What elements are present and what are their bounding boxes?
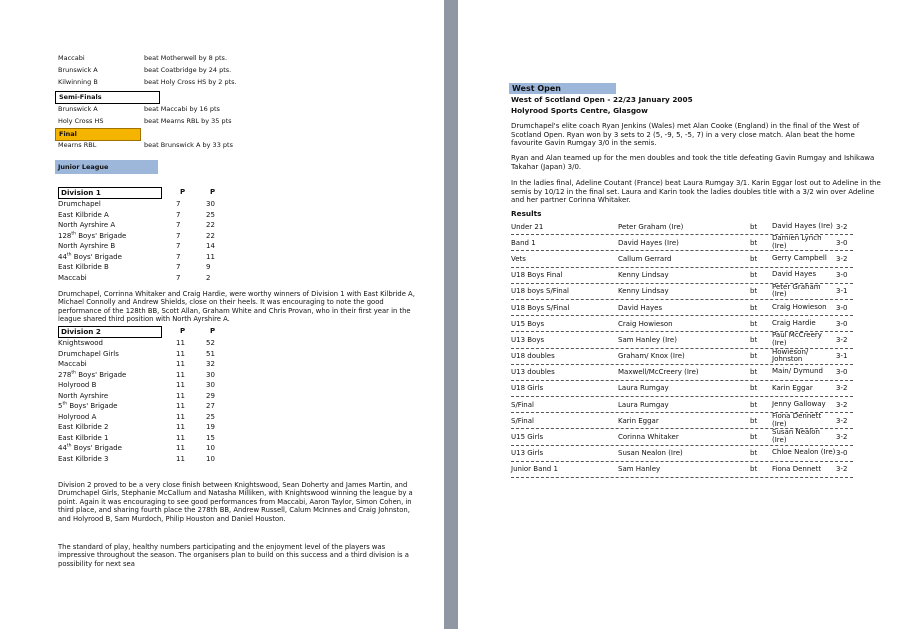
winner-name: Karin Eggar bbox=[618, 416, 659, 425]
beat-label: bt bbox=[750, 400, 758, 409]
team-name-base: 44 bbox=[58, 252, 67, 261]
loser-name: David Hayes bbox=[772, 270, 817, 279]
table-header bbox=[58, 326, 240, 338]
event-name: U15 Boys bbox=[511, 319, 545, 328]
team-name bbox=[58, 443, 176, 454]
result-row bbox=[511, 219, 853, 235]
loser-name: Karin Eggar bbox=[772, 383, 813, 392]
loser-name: Howieson/ Johnston bbox=[772, 347, 809, 364]
points-value: 10 bbox=[206, 444, 215, 452]
points-value: 22 bbox=[206, 231, 215, 240]
result-text: beat Holy Cross HS by 2 pts. bbox=[144, 78, 237, 86]
loser-name: Paul McCreery (Ire) bbox=[772, 331, 822, 347]
team-name-base: 278 bbox=[58, 370, 72, 379]
played-value: 11 bbox=[176, 360, 185, 368]
points-value: 15 bbox=[206, 433, 215, 442]
table-row bbox=[58, 220, 240, 231]
event-name: U18 Boys Final bbox=[511, 271, 563, 280]
points-value: 30 bbox=[206, 200, 215, 208]
table-row bbox=[58, 433, 240, 444]
beat-label: bt bbox=[750, 416, 758, 425]
loser-name: Gerry Campbell bbox=[772, 254, 827, 263]
result-row bbox=[511, 413, 853, 429]
match-score: 3-2 bbox=[836, 433, 848, 442]
team-name-rest: Boys' Brigade bbox=[67, 402, 118, 410]
event-name: S/Final bbox=[511, 400, 534, 409]
points-value: 32 bbox=[206, 360, 215, 368]
beat-label: bt bbox=[750, 222, 758, 231]
event-name: U18 doubles bbox=[511, 352, 555, 361]
ordinal-suffix: th bbox=[62, 401, 68, 407]
division-1-title: Division 1 bbox=[58, 187, 162, 199]
team-name-base: East Kilbride A bbox=[58, 210, 109, 219]
points-value: 25 bbox=[206, 210, 215, 219]
ordinal-suffix: th bbox=[66, 443, 72, 449]
played-value: 7 bbox=[176, 263, 181, 271]
closing-paragraph: The standard of play, healthy numbers participating and the enjoyment level of the players was impressive throughout the season. The organisers plan to build on this success and a third division is a possibility for next sea bbox=[58, 543, 409, 568]
played-value: 7 bbox=[176, 200, 181, 208]
result-row bbox=[58, 117, 232, 126]
loser-name: Fiona Dennett (Ire) bbox=[772, 412, 822, 428]
table-row bbox=[58, 231, 240, 242]
table-row bbox=[58, 252, 240, 263]
table-row bbox=[58, 370, 240, 381]
ordinal-suffix: th bbox=[71, 370, 76, 376]
played-value: 7 bbox=[176, 221, 181, 229]
result-row bbox=[511, 365, 853, 381]
team-name bbox=[58, 422, 176, 433]
result-row bbox=[511, 268, 853, 284]
division-1-summary: Drumchapel, Corrinna Whitaker and Craig Hardie, were worthy winners of Division 1 with East Kilbride A, Michael Connolly and Andrew Shields, close on their heels. It was encouraging to note the good performance of the 128th BB, Scott Allan, Graham White and Chris Provan, who in their first year in the league shared third position with North Ayrshire A. bbox=[58, 290, 415, 324]
team-name bbox=[58, 433, 176, 444]
result-row bbox=[58, 105, 220, 114]
loser-name: David Hayes (Ire) bbox=[772, 221, 833, 230]
winner-name: Graham/ Knox (Ire) bbox=[618, 352, 685, 361]
played-value: 7 bbox=[176, 273, 181, 282]
team-name: Brunswick A bbox=[58, 105, 98, 113]
result-row bbox=[511, 462, 853, 478]
result-row bbox=[58, 66, 231, 75]
match-score: 3-2 bbox=[836, 465, 848, 474]
points-value: 52 bbox=[206, 339, 215, 347]
loser-name: Main/ Dymund bbox=[772, 367, 823, 376]
event-name: Junior Band 1 bbox=[511, 465, 558, 474]
team-name-base: Drumchapel bbox=[58, 200, 101, 208]
loser-name: Damien Lynch (Ire) bbox=[772, 234, 822, 250]
loser-name: Jenny Galloway bbox=[772, 399, 826, 408]
beat-label: bt bbox=[750, 271, 758, 280]
winner-name: Sam Hanley bbox=[618, 465, 661, 474]
team-name-base: East Kilbride B bbox=[58, 263, 109, 271]
event-name: Vets bbox=[511, 254, 526, 263]
match-score: 3-0 bbox=[836, 238, 848, 247]
beat-label: bt bbox=[750, 352, 758, 361]
loser-name: Chloe Nealon (Ire) bbox=[772, 448, 836, 457]
match-score: 3-1 bbox=[836, 352, 848, 361]
result-row bbox=[511, 381, 853, 397]
winner-name: Maxwell/McCreery (Ire) bbox=[618, 368, 699, 377]
winner-name: Susan Nealon (Ire) bbox=[618, 449, 683, 458]
team-name-base: Drumchapel Girls bbox=[58, 349, 119, 358]
event-title: West of Scotland Open - 22/23 January 2005 bbox=[511, 95, 693, 104]
team-name-base: 44 bbox=[58, 444, 67, 452]
team-name-rest: Boys' Brigade bbox=[76, 231, 127, 240]
team-name: Kilwinning B bbox=[58, 78, 98, 86]
match-score: 3-2 bbox=[836, 384, 848, 393]
points-header: P bbox=[210, 327, 216, 335]
points-value: 10 bbox=[206, 454, 215, 463]
points-value: 19 bbox=[206, 423, 215, 431]
table-row bbox=[58, 443, 240, 454]
points-value: 22 bbox=[206, 221, 215, 229]
beat-label: bt bbox=[750, 238, 758, 247]
team-name-base: 128 bbox=[58, 231, 72, 240]
result-row bbox=[58, 141, 233, 150]
match-score: 3-2 bbox=[836, 335, 848, 344]
result-row bbox=[58, 54, 227, 63]
team-name-base: East Kilbride 1 bbox=[58, 433, 109, 442]
points-header: P bbox=[210, 188, 216, 196]
table-row bbox=[58, 338, 240, 349]
table-row bbox=[58, 380, 240, 391]
played-header: P bbox=[180, 188, 186, 196]
team-name bbox=[58, 262, 176, 273]
team-name bbox=[58, 273, 176, 284]
points-value: 2 bbox=[206, 273, 211, 282]
table-row bbox=[58, 199, 240, 210]
team-name bbox=[58, 380, 176, 391]
loser-name: Craig Hardie bbox=[772, 318, 816, 327]
played-header: P bbox=[180, 327, 186, 335]
result-row bbox=[511, 300, 853, 316]
table-row bbox=[58, 401, 240, 412]
result-row bbox=[511, 332, 853, 348]
winner-name: Kenny Lindsay bbox=[618, 287, 669, 296]
event-name: U18 Girls bbox=[511, 384, 544, 393]
team-name-base: North Ayrshire B bbox=[58, 242, 116, 250]
points-value: 11 bbox=[206, 252, 215, 261]
played-value: 11 bbox=[176, 402, 185, 410]
team-name-base: Holyrood A bbox=[58, 412, 97, 421]
result-row bbox=[511, 446, 853, 462]
table-row bbox=[58, 412, 240, 423]
table-row bbox=[58, 273, 240, 284]
played-value: 7 bbox=[176, 210, 181, 219]
team-name-base: Maccabi bbox=[58, 360, 87, 368]
loser-name: Susan Nealon (Ire) bbox=[772, 428, 820, 445]
team-name bbox=[58, 338, 176, 349]
points-value: 9 bbox=[206, 263, 211, 271]
match-score: 3-1 bbox=[836, 287, 848, 296]
table-header bbox=[58, 187, 240, 199]
team-name-base: North Ayrshire bbox=[58, 391, 109, 400]
loser-name: Peter Graham (Ire) bbox=[772, 282, 821, 299]
result-text: beat Motherwell by 8 pts. bbox=[144, 54, 228, 62]
winner-name: Sam Hanley (Ire) bbox=[618, 335, 677, 344]
team-name: Brunswick A bbox=[58, 66, 98, 74]
team-name-base: Maccabi bbox=[58, 273, 87, 282]
ordinal-suffix: th bbox=[71, 231, 76, 237]
semi-finals-heading: Semi-Finals bbox=[55, 91, 160, 104]
division-2-summary: Division 2 proved to be a very close finish between Knightswood, Sean Doherty and James Martin, and Drumchapel Girls, Stephanie McCallum and Natasha Milliken, with Knightswood winning the league by a point. Again it was encouraging to see good performances from Maccabi, Aaron Taylor, Simon Cohen, in third place, and sharing fourth place the 278th BB, Andrew Russell, Calum McInnes and Craig Johnston, and Holyrood B, Sam Murdoch, Philip Houston and Daniel Houston. bbox=[58, 481, 413, 523]
team-name bbox=[58, 210, 176, 221]
team-name bbox=[58, 370, 176, 381]
report-paragraph-1: Drumchapel's elite coach Ryan Jenkins (Wales) met Alan Cooke (England) in the final of the West of Scotland Open. Ryan won by 3 sets to 2 (5, -9, 5, -5, 7) in a very close match. Alan beat the home favourite Gavin Rumgay 3/0 in the semis. bbox=[511, 122, 860, 148]
match-score: 3-0 bbox=[836, 319, 848, 328]
table-row bbox=[58, 210, 240, 221]
winner-name: Peter Graham (Ire) bbox=[618, 222, 684, 231]
table-row bbox=[58, 349, 240, 360]
result-text: beat Coatbridge by 24 pts. bbox=[144, 66, 232, 74]
ordinal-suffix: th bbox=[66, 252, 72, 258]
played-value: 11 bbox=[176, 339, 185, 347]
result-row bbox=[511, 429, 853, 445]
results-heading: Results bbox=[511, 209, 542, 218]
match-score: 3-2 bbox=[836, 400, 848, 409]
team-name-base: Knightswood bbox=[58, 339, 103, 347]
result-row bbox=[511, 251, 853, 267]
winner-name: Kenny Lindsay bbox=[618, 271, 669, 280]
beat-label: bt bbox=[750, 433, 758, 442]
team-name: Holy Cross HS bbox=[58, 117, 104, 125]
played-value: 7 bbox=[176, 242, 181, 250]
results-table bbox=[511, 219, 853, 478]
table-row bbox=[58, 262, 240, 273]
played-value: 11 bbox=[176, 391, 185, 400]
points-value: 29 bbox=[206, 391, 215, 400]
left-page bbox=[0, 0, 444, 629]
division-2-title: Division 2 bbox=[58, 326, 162, 338]
team-name bbox=[58, 252, 176, 263]
team-name bbox=[58, 199, 176, 210]
beat-label: bt bbox=[750, 449, 758, 458]
team-name bbox=[58, 220, 176, 231]
points-value: 25 bbox=[206, 412, 215, 421]
team-name bbox=[58, 231, 176, 242]
beat-label: bt bbox=[750, 335, 758, 344]
team-name bbox=[58, 401, 176, 412]
event-name: U13 Boys bbox=[511, 335, 545, 344]
table-row bbox=[58, 241, 240, 252]
event-name: U13 doubles bbox=[511, 368, 555, 377]
team-name-base: 5 bbox=[58, 402, 63, 410]
beat-label: bt bbox=[750, 303, 758, 312]
result-row bbox=[511, 316, 853, 332]
event-name: Under 21 bbox=[511, 222, 544, 231]
team-name-base: Holyrood B bbox=[58, 381, 97, 389]
match-score: 3-0 bbox=[836, 368, 848, 377]
beat-label: bt bbox=[750, 384, 758, 393]
result-text: beat Mearns RBL by 35 pts bbox=[144, 117, 232, 125]
beat-label: bt bbox=[750, 368, 758, 377]
team-name-rest: Boys' Brigade bbox=[71, 444, 122, 452]
result-row bbox=[511, 349, 853, 365]
played-value: 11 bbox=[176, 423, 185, 431]
team-name bbox=[58, 359, 176, 370]
match-score: 3-0 bbox=[836, 271, 848, 280]
final-heading: Final bbox=[55, 128, 141, 141]
loser-name: Craig Howieson bbox=[772, 302, 827, 311]
beat-label: bt bbox=[750, 319, 758, 328]
page-gap bbox=[444, 0, 458, 629]
result-row bbox=[58, 78, 237, 87]
event-name: Band 1 bbox=[511, 238, 536, 247]
result-row bbox=[511, 397, 853, 413]
event-name: S/Final bbox=[511, 416, 534, 425]
event-name: U18 boys S/Final bbox=[511, 287, 569, 296]
played-value: 11 bbox=[176, 454, 185, 463]
played-value: 11 bbox=[176, 349, 185, 358]
team-name bbox=[58, 241, 176, 252]
result-text: beat Brunswick A by 33 pts bbox=[144, 141, 233, 149]
points-value: 51 bbox=[206, 349, 215, 358]
table-row bbox=[58, 422, 240, 433]
winner-name: David Hayes (Ire) bbox=[618, 238, 679, 247]
event-name: U18 Boys S/Final bbox=[511, 303, 570, 312]
right-page bbox=[458, 0, 900, 629]
division-2-table bbox=[58, 326, 240, 464]
played-value: 11 bbox=[176, 412, 185, 421]
table-row bbox=[58, 359, 240, 370]
beat-label: bt bbox=[750, 465, 758, 474]
match-score: 3-2 bbox=[836, 416, 848, 425]
match-score: 3-2 bbox=[836, 222, 848, 231]
points-value: 30 bbox=[206, 381, 215, 389]
result-row bbox=[511, 284, 853, 300]
loser-name: Fiona Dennett bbox=[772, 464, 822, 473]
team-name bbox=[58, 391, 176, 402]
played-value: 7 bbox=[176, 231, 181, 240]
junior-league-heading: Junior League bbox=[55, 160, 158, 174]
report-paragraph-2: Ryan and Alan teamed up for the men doubles and took the title defeating Gavin Rumgay and Ishikawa Takahar (Japan) 3/0. bbox=[511, 154, 875, 171]
beat-label: bt bbox=[750, 287, 758, 296]
table-row bbox=[58, 391, 240, 402]
points-value: 14 bbox=[206, 242, 215, 250]
report-paragraph-3: In the ladies final, Adeline Coutant (France) beat Laura Rumgay 3/1. Karin Eggar lost out to Adeline in the semis by 10/12 in the final set. Laura and Karin took the ladies doubles title with a 3/2 win over Adeline and her partner Corinna Whitaker. bbox=[511, 179, 881, 205]
team-name-base: North Ayrshire A bbox=[58, 221, 116, 229]
winner-name: David Hayes bbox=[618, 303, 663, 312]
winner-name: Callum Gerrard bbox=[618, 254, 672, 263]
event-venue: Holyrood Sports Centre, Glasgow bbox=[511, 106, 648, 115]
played-value: 7 bbox=[176, 252, 181, 261]
team-name-rest: Boys' Brigade bbox=[76, 370, 127, 379]
beat-label: bt bbox=[750, 254, 758, 263]
table-row bbox=[58, 454, 240, 465]
points-value: 30 bbox=[206, 370, 215, 379]
team-name bbox=[58, 454, 176, 465]
result-row bbox=[511, 235, 853, 251]
team-name-base: East Kilbride 3 bbox=[58, 454, 109, 463]
winner-name: Laura Rumgay bbox=[618, 400, 669, 409]
team-name: Maccabi bbox=[58, 54, 85, 62]
west-open-heading: West Open bbox=[509, 83, 616, 94]
team-name-base: East Kilbride 2 bbox=[58, 423, 109, 431]
winner-name: Laura Rumgay bbox=[618, 384, 669, 393]
winner-name: Craig Howieson bbox=[618, 319, 673, 328]
team-name bbox=[58, 349, 176, 360]
division-1-table bbox=[58, 187, 240, 283]
match-score: 3-0 bbox=[836, 303, 848, 312]
result-text: beat Maccabi by 16 pts bbox=[144, 105, 220, 113]
event-name: U13 Girls bbox=[511, 449, 544, 458]
team-name bbox=[58, 412, 176, 423]
played-value: 11 bbox=[176, 381, 185, 389]
winner-name: Corinna Whitaker bbox=[618, 433, 679, 442]
event-name: U15 Girls bbox=[511, 433, 544, 442]
points-value: 27 bbox=[206, 402, 215, 410]
played-value: 11 bbox=[176, 370, 185, 379]
team-name-rest: Boys' Brigade bbox=[71, 252, 122, 261]
played-value: 11 bbox=[176, 444, 185, 452]
team-name: Mearns RBL bbox=[58, 141, 97, 149]
match-score: 3-2 bbox=[836, 254, 848, 263]
played-value: 11 bbox=[176, 433, 185, 442]
match-score: 3-0 bbox=[836, 449, 848, 458]
